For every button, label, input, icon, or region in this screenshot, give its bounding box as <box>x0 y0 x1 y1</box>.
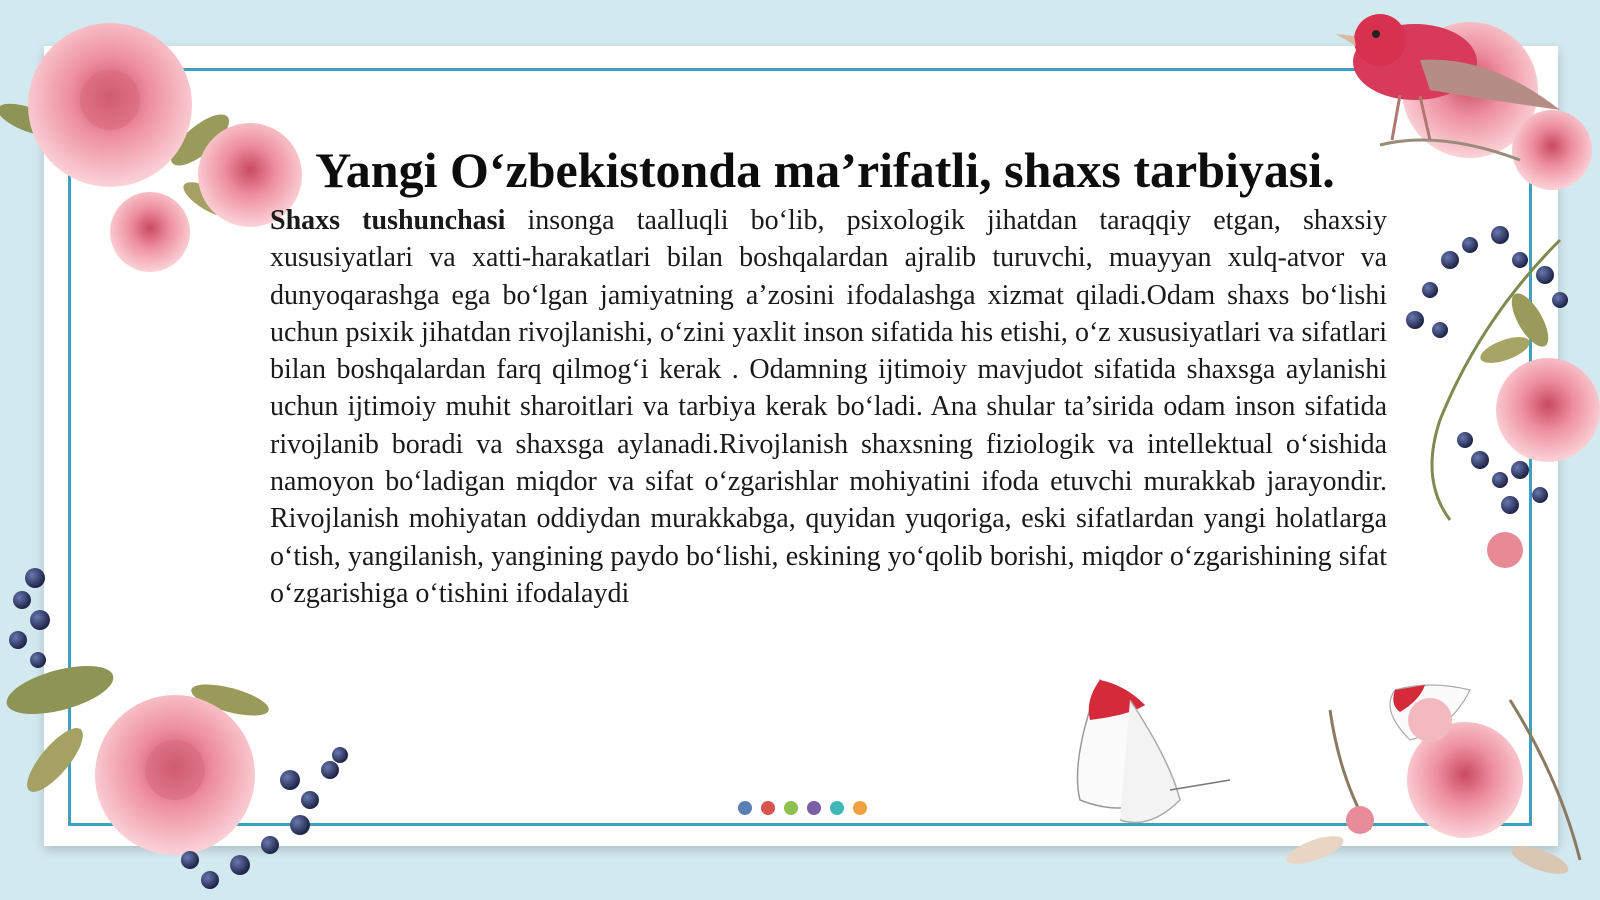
dot-green <box>784 801 798 815</box>
dot-purple <box>807 801 821 815</box>
rose-cluster-bottom-right <box>1283 698 1580 880</box>
dot-teal <box>830 801 844 815</box>
body-paragraph: insonga taalluqli bo‘lib, psixologik jihatdan taraqqiy etgan, shaxsiy xususiyatlari va xatti-harakatlari bilan boshqalardan ajralib turuvchi, muayyan xulq-atvor va dunyoqarashga ega bo‘lgan jamiyatning a’zosini ifodalashga xizmat qiladi.Odam shaxs bo‘lishi uchun psixik jihatdan rivojlanishi, o‘zini yaxlit inson sifatida his etishi, o‘z xususiyatlari va sifatlari bilan boshqalardan farq qilmog‘i kerak . Odamning ijtimoiy mavjudot sifatida shaxsga aylanishi uchun ijtimoiy muhit sharoitlari va tarbiya kerak bo‘ladi. Ana shular ta’sirida odam inson sifatida rivojlanib boradi va shaxsga aylanadi.Rivojlanish shaxsning fiziologik va intellektual o‘sishida namoyon bo‘ladigan miqdor va sifat o‘zgarishlar mohiyatini ifoda etuvchi murakkab jarayondir. Rivojlanish mohiyatan oddiydan murakkabga, quyidan yuqoriga, eski sifatlardan yangi holatlarga o‘tish, yangilanish, yangining paydo bo‘lishi, eskining yo‘qolib borishi, miqdor o‘zgarishining sifat o‘zgarishiga o‘tishini ifodalaydi <box>270 205 1387 609</box>
rose-cluster-bottom-left <box>2 656 348 889</box>
dot-blue <box>738 801 752 815</box>
dot-red <box>761 801 775 815</box>
slide-dots <box>738 801 867 815</box>
rose-cluster-top-left <box>0 23 302 272</box>
lead-term: Shaxs tushunchasi <box>270 205 506 236</box>
berry-branch-right <box>1406 226 1600 568</box>
dot-orange <box>853 801 867 815</box>
slide-title: Yangi O‘zbekistonda ma’rifatli, shaxs tarbiyasi. <box>315 142 1335 198</box>
slide-body-text <box>270 202 1387 612</box>
berry-cluster-left <box>9 568 50 668</box>
